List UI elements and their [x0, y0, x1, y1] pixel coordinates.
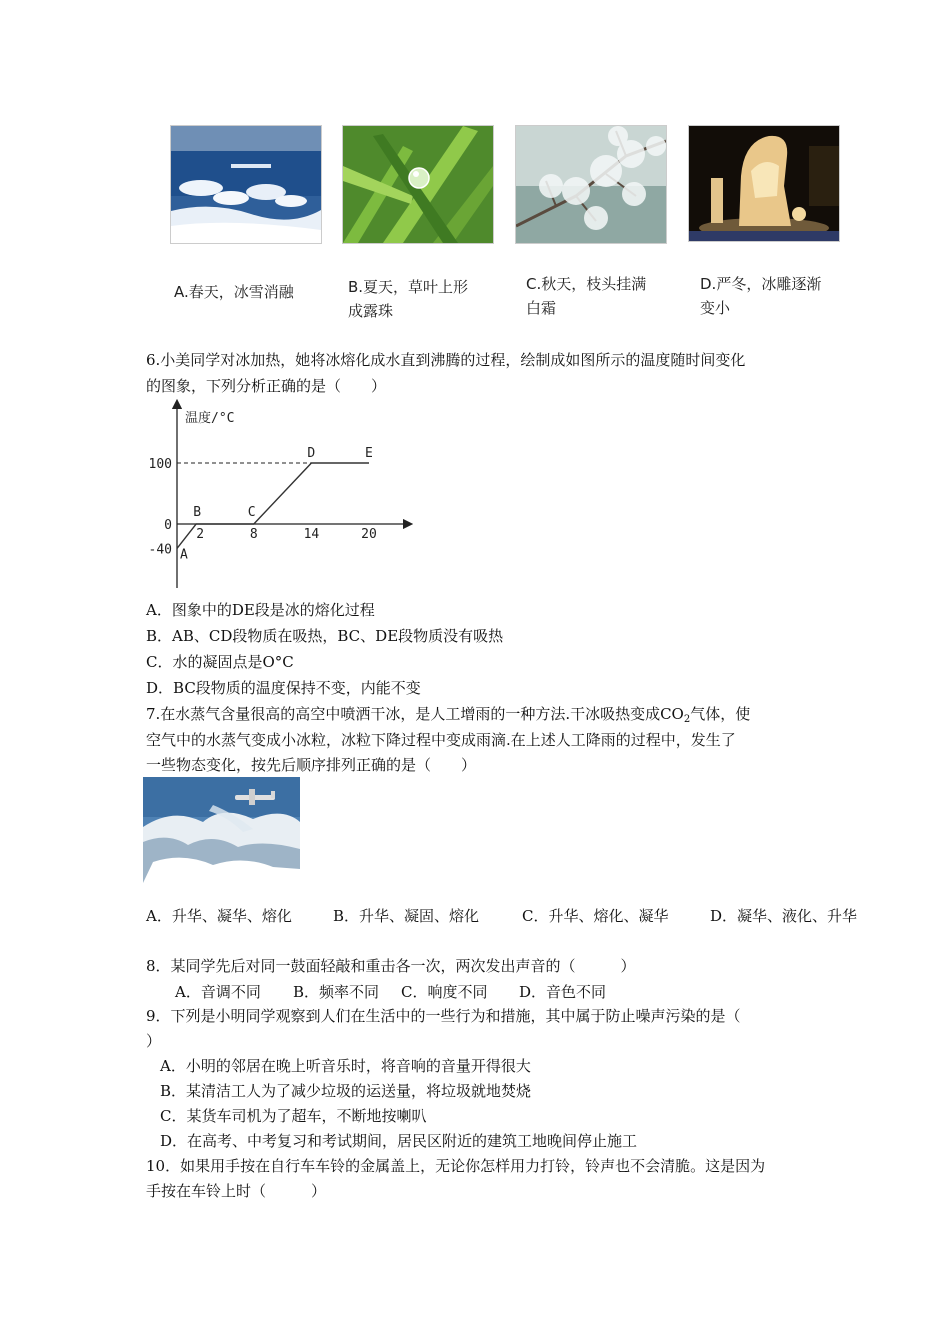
- point-label-e: E: [365, 446, 373, 461]
- y-tick-label: 0: [164, 518, 172, 533]
- y-axis-label: 温度/°C: [185, 411, 235, 426]
- q7-option-d[interactable]: D．凝华、液化、升华: [710, 907, 858, 925]
- ice-sculpture-photo: [688, 125, 840, 242]
- q6-option-b[interactable]: B．AB、CD段物质在吸热，BC、DE段物质没有吸热: [146, 627, 504, 645]
- q5-caption-d-line1: D.严冬，冰雕逐渐: [700, 275, 822, 293]
- q9-option-a[interactable]: A．小明的邻居在晚上听音乐时，将音响的音量开得很大: [160, 1057, 531, 1075]
- q5-caption-d: [700, 273, 821, 319]
- q7-stem-line3: 一些物态变化，按先后顺序排列正确的是（ ）: [146, 756, 477, 774]
- q5-caption-b: [348, 276, 468, 322]
- q9-option-b[interactable]: B．某清洁工人为了减少垃圾的运送量，将垃圾就地焚烧: [160, 1082, 532, 1100]
- x-tick-label: 20: [361, 527, 377, 542]
- frost-on-branches-photo: [515, 125, 667, 244]
- q10-stem-line1: 10．如果用手按在自行车车铃的金属盖上，无论你怎样用力打铃，铃声也不会清脆。这是因为: [146, 1157, 766, 1175]
- q9-stem-line2: ）: [146, 1032, 162, 1050]
- snow-melting-river-photo: [170, 125, 322, 244]
- q7-stem-line2: 空气中的水蒸气变成小冰粒，冰粒下降过程中变成雨滴.在上述人工降雨的过程中，发生了: [146, 731, 736, 749]
- q6-option-c[interactable]: C．水的凝固点是O°C: [146, 653, 294, 671]
- q6-option-d[interactable]: D．BC段物质的温度保持不变，内能不变: [146, 679, 421, 697]
- q8-option-d[interactable]: D．音色不同: [519, 983, 607, 1001]
- q9-option-d[interactable]: D．在高考、中考复习和考试期间，居民区附近的建筑工地晚间停止施工: [160, 1132, 638, 1150]
- airplane-cloud-seeding-photo: [143, 777, 300, 883]
- q10-stem-line2: 手按在车铃上时（ ）: [146, 1182, 327, 1200]
- q6-stem-line1: 6.小美同学对冰加热，她将冰熔化成水直到沸腾的过程，绘制成如图所示的温度随时间变化: [146, 351, 746, 369]
- y-tick-label: 100: [148, 457, 172, 472]
- q7-option-b[interactable]: B．升华、凝固、熔化: [333, 907, 480, 925]
- q8-option-b[interactable]: B．频率不同: [293, 983, 380, 1001]
- q5-caption-b-line2: 成露珠: [348, 302, 394, 320]
- q8-stem: 8．某同学先后对同一鼓面轻敲和重击各一次，两次发出声音的（ ）: [146, 957, 636, 975]
- q5-caption-c-line2: 白霜: [526, 299, 557, 317]
- q5-caption-a: [174, 281, 294, 303]
- q6-stem-line2: 的图象，下列分析正确的是（ ）: [146, 377, 387, 395]
- q7-stem-line1-b: 气体，使: [690, 705, 751, 723]
- y-tick-label: -40: [148, 542, 172, 558]
- q7-stem-line1: [146, 704, 750, 724]
- dew-on-grass-photo: [342, 125, 494, 244]
- temperature-time-graph: [140, 398, 420, 593]
- q8-options: [175, 982, 607, 1002]
- temperature-curve: [177, 463, 369, 548]
- x-tick-label: 8: [249, 527, 258, 542]
- q9-option-c[interactable]: C．某货车司机为了超车，不断地按喇叭: [160, 1107, 427, 1125]
- q5-caption-c: [526, 273, 646, 319]
- q5-caption-b-line1: B.夏天，草叶上形: [348, 278, 469, 296]
- q5-caption-a-line1: A.春天，冰雪消融: [174, 283, 294, 301]
- point-label-c: C: [247, 505, 256, 520]
- q8-option-c[interactable]: C．响度不同: [401, 983, 488, 1001]
- x-tick-label: 14: [303, 527, 320, 542]
- q6-option-a[interactable]: A．图象中的DE段是冰的熔化过程: [146, 601, 375, 619]
- co2-subscript: 2: [683, 714, 691, 725]
- point-label-a: A: [180, 547, 188, 563]
- point-label-b: B: [193, 505, 202, 520]
- x-tick-label: 2: [196, 527, 205, 542]
- q7-options: [146, 906, 858, 926]
- q7-option-c[interactable]: C．升华、熔化、凝华: [522, 907, 669, 925]
- q5-caption-c-line1: C.秋天，枝头挂满: [526, 275, 647, 293]
- q8-option-a[interactable]: A．音调不同: [175, 983, 261, 1001]
- q7-stem-line1-a: 7.在水蒸气含量很高的高空中喷洒干冰，是人工增雨的一种方法.干冰吸热变成CO: [146, 705, 684, 723]
- point-label-d: D: [307, 446, 316, 461]
- q7-option-a[interactable]: A．升华、凝华、熔化: [146, 907, 292, 925]
- q5-caption-d-line2: 变小: [700, 299, 731, 317]
- q9-stem-line1: 9．下列是小明同学观察到人们在生活中的一些行为和措施，其中属于防止噪声污染的是（: [146, 1007, 741, 1025]
